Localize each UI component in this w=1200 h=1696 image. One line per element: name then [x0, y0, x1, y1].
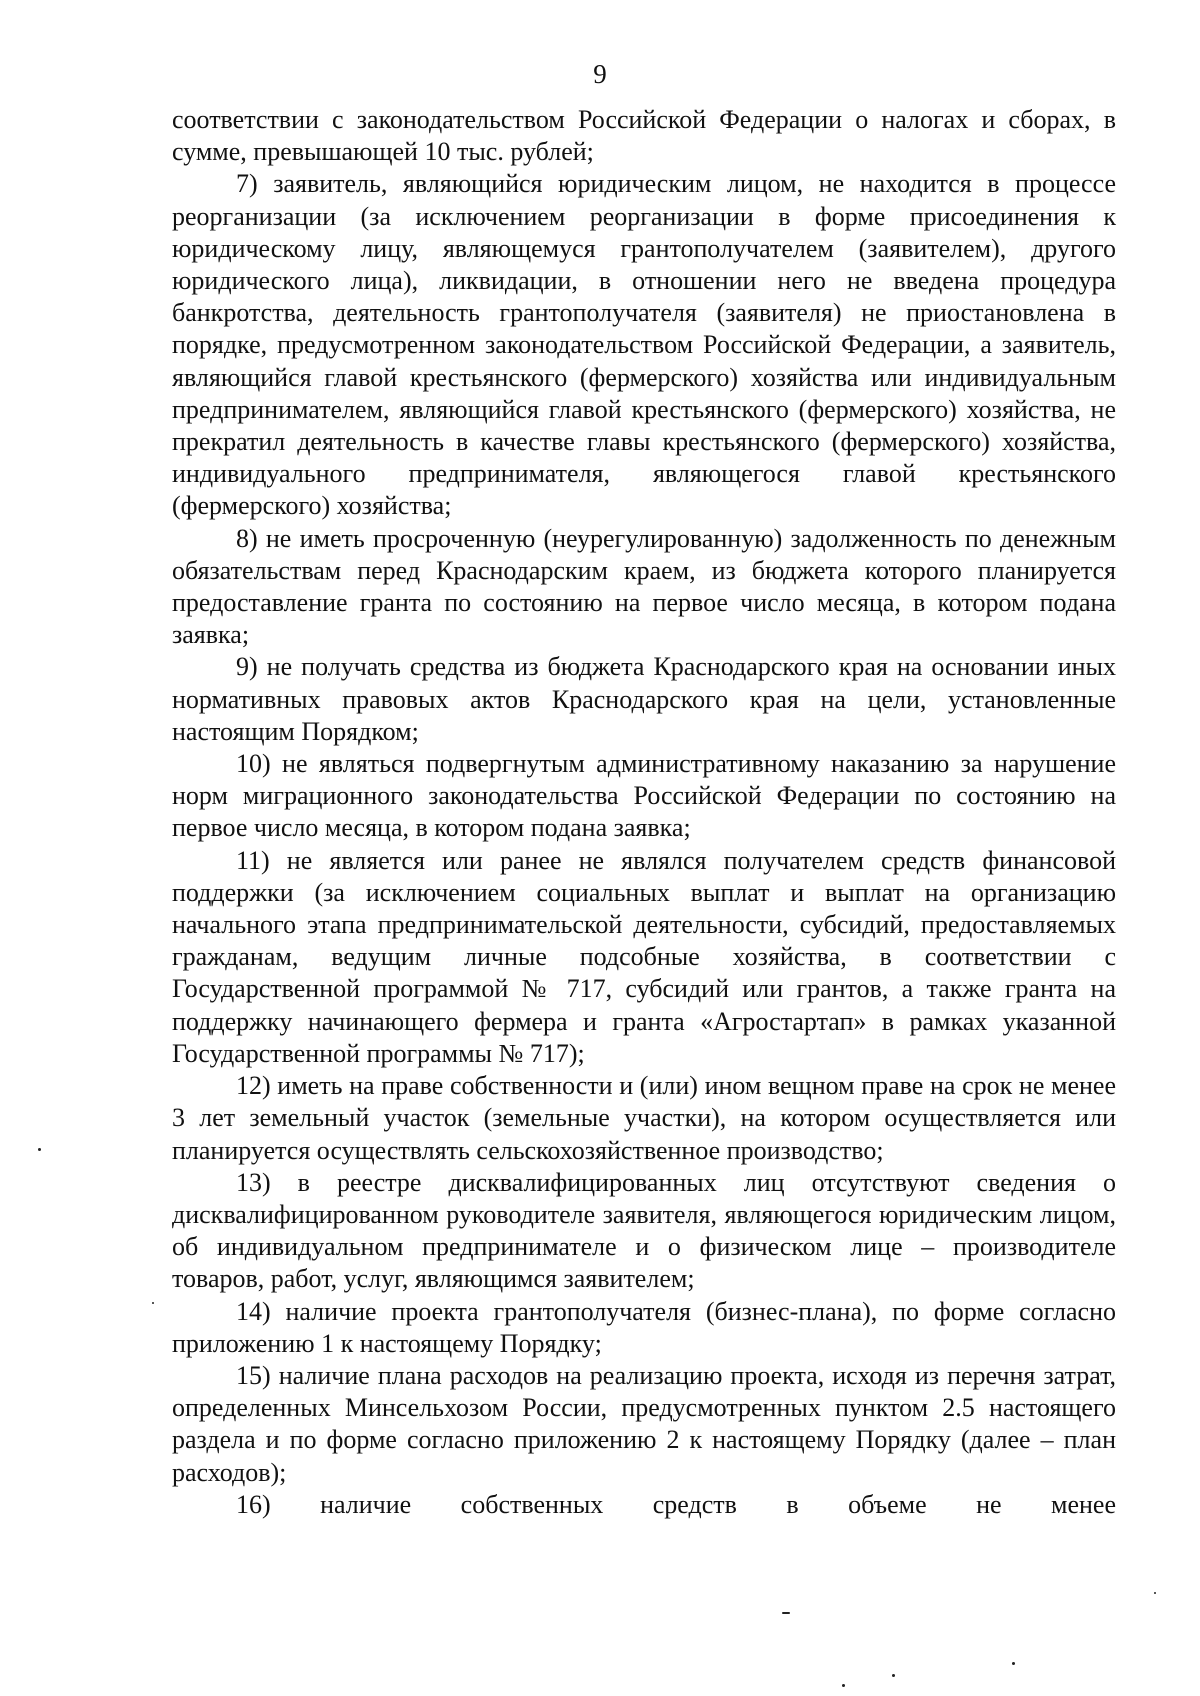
paragraph-item-9: 9) не получать средства из бюджета Краснодарского края на основании иных нормативных правовых актов Краснодарского края на цели, установленные настоящим Порядком;: [172, 652, 1116, 746]
paragraph-continuation: соответствии с законодательством Российской Федерации о налогах и сборах, в сумме, превышающей 10 тыс. рублей;: [172, 105, 1116, 167]
scan-speck: [152, 1302, 154, 1304]
paragraph-item-13: 13) в реестре дисквалифицированных лиц отсутствуют сведения о дисквалифицированном руководителе заявителя, являющегося юридическим лицом, об индивидуальном предпринимателе и о физическом лице – производителе товаров, работ, услуг, являющимся заявителем;: [172, 1167, 1116, 1294]
paragraph-item-15: 15) наличие плана расходов на реализацию проекта, исходя из перечня затрат, определенных Минсельхозом России, предусмотренных пунктом 2.5 настоящего раздела и по форме согласно приложению 2 к настоящему Порядку (далее – план расходов);: [172, 1360, 1116, 1487]
scan-speck: [892, 1674, 895, 1677]
page-number: 9: [593, 59, 607, 89]
paragraph-item-10: 10) не являться подвергнутым административному наказанию за нарушение норм миграционного законодательства Российской Федерации по состоянию на первое число месяца, в котором подана заявка;: [172, 749, 1116, 843]
scan-speck: [38, 1148, 41, 1151]
paragraph-item-8: 8) не иметь просроченную (неурегулированную) задолженность по денежным обязательствам перед Краснодарским краем, из бюджета которого планируется предоставление гранта по состоянию на первое число месяца, в котором подана заявка;: [172, 523, 1116, 650]
paragraph-item-14: 14) наличие проекта грантополучателя (бизнес-плана), по форме согласно приложению 1 к настоящему Порядку;: [172, 1296, 1116, 1358]
scan-speck: [842, 1684, 845, 1687]
paragraph-item-11: 11) не является или ранее не являлся получателем средств финансовой поддержки (за исключением социальных выплат и выплат на организацию начального этапа предпринимательской деятельности, субсидий, предоставляемых гражданам, ведущим личные подсобные хозяйства, в соответствии с Государственной программой № 717, субсидий или грантов, а также гранта на поддержку начинающего фермера и гранта «Агростартап» в рамках указанной Государственной программы № 717);: [172, 845, 1116, 1068]
document-body: [172, 104, 1116, 1521]
scan-speck: [1012, 1662, 1015, 1665]
scan-speck: [1154, 1592, 1156, 1594]
paragraph-item-16: 16) наличие собственных средств в объеме не менее: [236, 1489, 1116, 1519]
scan-speck: [782, 1612, 790, 1614]
paragraph-item-7: 7) заявитель, являющийся юридическим лицом, не находится в процессе реорганизации (за исключением реорганизации в форме присоединения к юридическому лицу, являющемуся грантополучателем (заявителем), другого юридического лица), ликвидации, в отношении него не введена процедура банкротства, деятельность грантополучателя (заявителя) не приостановлена в порядке, предусмотренном законодательством Российской Федерации, а заявитель, являющийся главой крестьянского (фермерского) хозяйства или индивидуальным предпринимателем, являющийся главой крестьянского (фермерского) хозяйства, не прекратил деятельность в качестве главы крестьянского (фермерского) хозяйства, индивидуального предпринимателя, являющегося главой крестьянского (фермерского) хозяйства;: [172, 169, 1116, 521]
paragraph-item-12: 12) иметь на праве собственности и (или) ином вещном праве на срок не менее 3 лет земельный участок (земельные участки), на котором осуществляется или планируется осуществлять сельскохозяйственное производство;: [172, 1071, 1116, 1165]
